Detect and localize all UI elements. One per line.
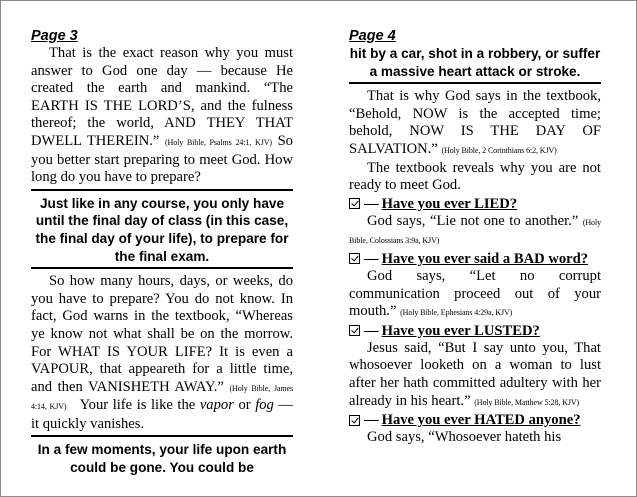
paragraph-text: or	[238, 397, 251, 414]
paragraph-text: That is why God says in the textbook, “Behold, NOW is the accepted time; behold, NOW IS THE DAY OF SALVATION.”	[349, 88, 601, 157]
checkbox-icon	[349, 253, 360, 264]
divider-rule	[349, 82, 601, 84]
divider-rule	[31, 435, 293, 437]
checkbox-icon	[349, 325, 360, 336]
callout-final-exam: Just like in any course, you only have until the final day of class (in this case, the final day of your life), to prepare for the final exam.	[35, 195, 289, 264]
scripture-citation: (Holy Bible, Matthew 5:28, KJV)	[474, 397, 580, 407]
answer-lied	[349, 213, 601, 250]
answer-hated: God says, “Whosoever hateth his	[367, 429, 562, 446]
callout-sudden-death: hit by a car, shot in a robbery, or suffer a massive heart attack or stroke.	[349, 46, 601, 79]
paragraph-text: So you better start preparing to meet God. How long do you have to prepare?	[31, 132, 293, 186]
checkbox-icon	[349, 415, 360, 426]
question-label: Have you ever LUSTED?	[381, 322, 540, 339]
divider-rule	[31, 267, 293, 269]
scripture-citation: (Holy Bible, 2 Corinthians 6:2, KJV)	[441, 145, 557, 155]
question-lied	[349, 195, 601, 213]
page-4-label: Page 4	[349, 28, 396, 44]
dash: —	[364, 322, 379, 339]
dash: —	[364, 250, 379, 267]
page-4-column	[349, 27, 601, 447]
paragraph-text: God says, “Lie not one to another.”	[367, 212, 579, 229]
page-3-paragraph-1	[31, 45, 293, 187]
paragraph-text: Your life is like the	[79, 397, 196, 414]
question-bad-word	[349, 250, 601, 268]
page-3-label: Page 3	[31, 28, 78, 44]
question-hated	[349, 411, 601, 429]
question-lusted	[349, 322, 601, 340]
emphasis-fog: fog	[255, 397, 274, 414]
paragraph-text: — it quickly vanishes.	[31, 397, 293, 432]
paragraph-text: God says, “Let no corrupt communication proceed out of your mouth.”	[349, 267, 601, 320]
page-3-paragraph-2	[31, 273, 293, 433]
page-3-column	[31, 27, 293, 477]
emphasis-vapor: vapor	[199, 397, 234, 414]
paragraph-text: Jesus said, “But I say unto you, That whosoever looketh on a woman to lust after her hath committed adultery with her already in his heart.”	[349, 339, 601, 409]
question-label: Have you ever said a BAD word?	[381, 250, 589, 267]
checkbox-icon	[349, 198, 360, 209]
paragraph-text: So how many hours, days, or weeks, do you have to prepare? You do not know. In fact, God warns in the textbook, “Whereas ye know not what shall be on the morrow. For WHAT IS YOUR LIFE? It is even a VAPOUR, that appeareth for a little time, and then VANISHETH AWAY.”	[31, 273, 293, 395]
dash: —	[364, 195, 379, 212]
scripture-citation: (Holy Bible, Ephesians 4:29a, KJV)	[400, 308, 513, 318]
question-label: Have you ever LIED?	[381, 195, 518, 212]
scripture-citation: (Holy Bible, James 4:14, KJV)	[31, 383, 293, 412]
scripture-citation: (Holy Bible, Psalms 24:1, KJV)	[164, 137, 272, 147]
page-4-paragraph-1	[349, 88, 601, 159]
question-label: Have you ever HATED anyone?	[381, 412, 581, 429]
scripture-citation: (Holy Bible, Colossians 3:9a, KJV)	[349, 217, 601, 246]
dash: —	[364, 412, 379, 429]
callout-life-gone: In a few moments, your life upon earth could be gone. You could be	[37, 442, 287, 476]
divider-rule	[31, 189, 293, 191]
paragraph-text: That is the exact reason why you must answer to God one day — because He created the earth and mankind. “The EARTH IS THE LORD’S, and the fulness thereof; the world, AND THEY THAT DWELL THEREIN.”	[31, 45, 293, 149]
page-4-paragraph-2: The textbook reveals why you are not ready to meet God.	[349, 159, 601, 194]
answer-bad-word	[349, 268, 601, 322]
answer-lusted	[349, 340, 601, 411]
